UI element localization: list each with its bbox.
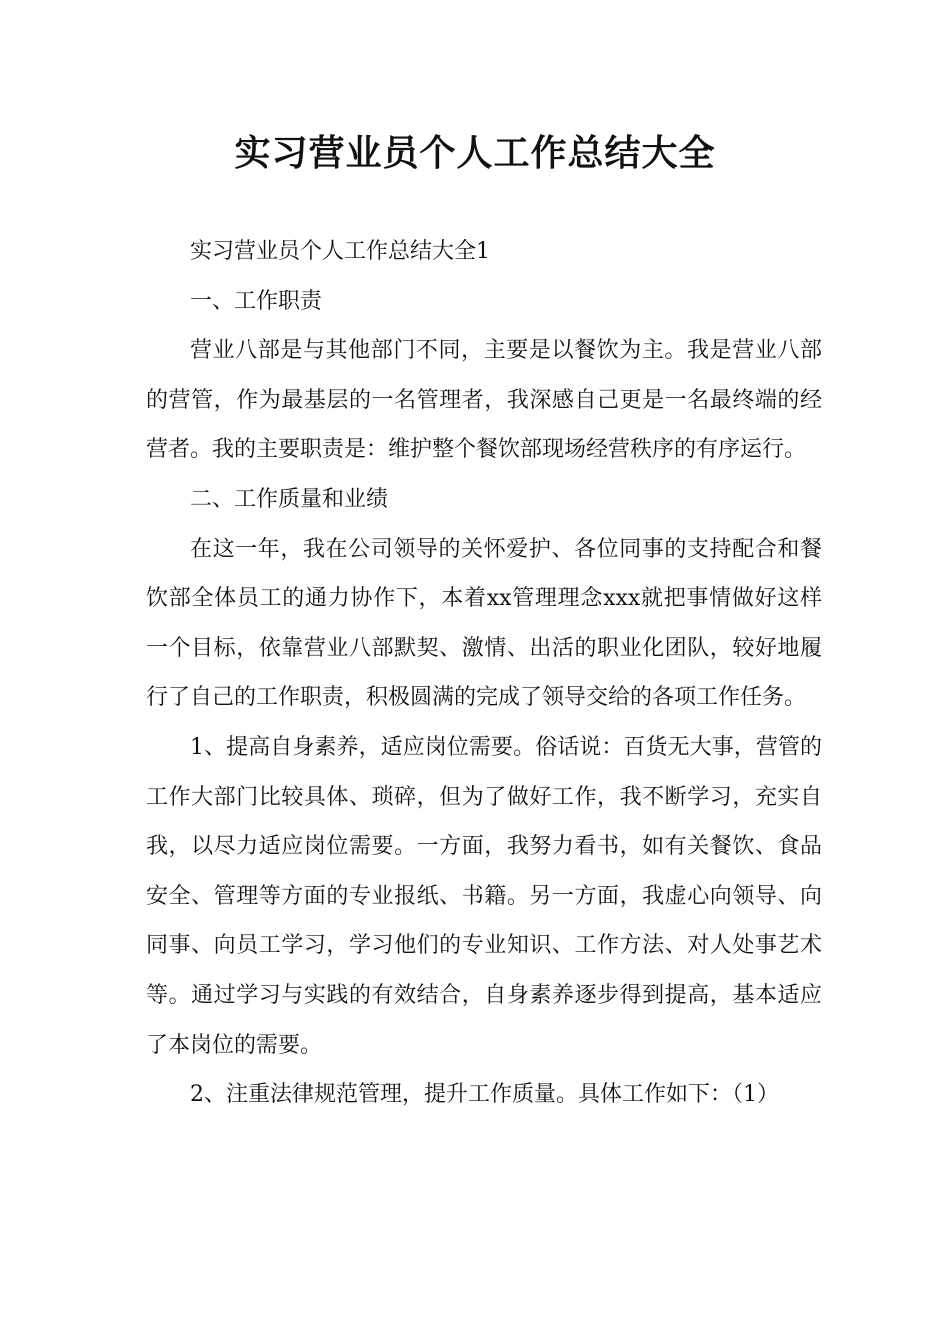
- subsection-heading: 一、工作职责: [190, 288, 323, 314]
- body-paragraph: 在这一年，我在公司领导的关怀爱护、各位同事的支持配合和餐饮部全体员工的通力协作下，本着xx管理理念xxx就把事情做好这样一个目标，依靠营业八部默契、激情、出活的职业化团队，较好地履行了自己的工作职责，积极圆满的完成了领导交给的各项工作任务。: [146, 536, 822, 711]
- body-paragraph: 营业八部是与其他部门不同，主要是以餐饮为主。我是营业八部的营管，作为最基层的一名管理者，我深感自己更是一名最终端的经营者。我的主要职责是：维护整个餐饮部现场经营秩序的有序运行。: [146, 338, 822, 463]
- body-paragraph: 2、注重法律规范管理，提升工作质量。具体工作如下：（1）: [190, 1082, 779, 1108]
- subsection-heading: 二、工作质量和业绩: [190, 486, 389, 512]
- document-body: [146, 227, 822, 1120]
- body-paragraph: 1、提高自身素养，适应岗位需要。俗话说：百货无大事，营管的工作大部门比较具体、琐碎，但为了做好工作，我不断学习，充实自我，以尽力适应岗位需要。一方面，我努力看书，如有关餐饮、食品安全、管理等方面的专业报纸、书籍。另一方面，我虚心向领导、向同事、向员工学习，学习他们的专业知识、工作方法、对人处事艺术等。通过学习与实践的有效结合，自身素养逐步得到提高，基本适应了本岗位的需要。: [146, 734, 822, 1058]
- section-heading: 实习营业员个人工作总结大全1: [190, 239, 490, 264]
- document-title: 实习营业员个人工作总结大全: [234, 133, 716, 174]
